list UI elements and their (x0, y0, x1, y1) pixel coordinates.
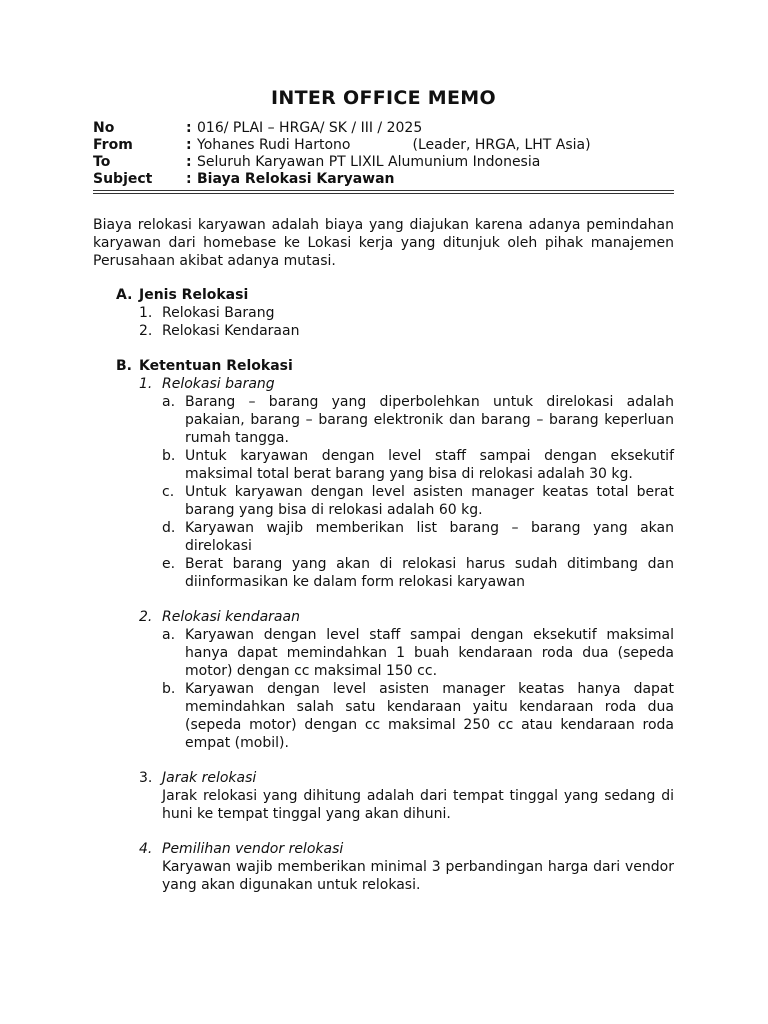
memo-page (93, 86, 674, 894)
list-marker: 2. (139, 323, 153, 339)
list-item (139, 322, 674, 340)
subsection-title-text: Relokasi barang (162, 376, 275, 392)
intro-paragraph: Biaya relokasi karyawan adalah biaya yang diajukan karena adanya pemindahan karyawan dari homebase ke Lokasi kerja yang ditunjuk oleh pihak manajemen Perusahaan akibat adanya mutasi. (93, 217, 674, 269)
subsection-title-text: Pemilihan vendor relokasi (162, 841, 344, 857)
list-item (162, 447, 674, 483)
section-title-text: Ketentuan Relokasi (139, 358, 293, 374)
header-value-from (197, 137, 674, 154)
list-text: Relokasi Kendaraan (162, 323, 300, 339)
header-colon: : (186, 171, 192, 187)
list-marker: 1. (139, 305, 153, 321)
header-value-no: 016/ PLAI – HRGA/ SK / III / 2025 (197, 120, 423, 136)
list-text: Relokasi Barang (162, 305, 275, 321)
header-row-subject (93, 171, 674, 188)
list-item (162, 483, 674, 519)
list-marker: 1. (139, 376, 153, 392)
list-marker: e. (162, 556, 176, 572)
list-item (162, 680, 674, 752)
subsection-body: Jarak relokasi yang dihitung adalah dari tempat tinggal yang sedang di huni ke tempat tinggal yang akan dihuni. (162, 788, 674, 822)
subsection-title-text: Relokasi kendaraan (162, 609, 300, 625)
list-marker: 2. (139, 609, 153, 625)
subsection-title (139, 769, 674, 787)
list-marker: 3. (139, 770, 153, 786)
spacer (116, 823, 674, 840)
list-marker: b. (162, 448, 176, 464)
section-marker: A. (116, 287, 133, 303)
section-b-title (116, 357, 674, 375)
list-text: Barang – barang yang diperbolehkan untuk direlokasi adalah pakaian, barang – barang elektronik dan barang – barang keperluan rumah tangga. (185, 394, 674, 446)
list-item (139, 304, 674, 322)
list-marker: a. (162, 627, 176, 643)
section-title-text: Jenis Relokasi (139, 287, 249, 303)
header-colon: : (186, 120, 192, 136)
header-value-to: Seluruh Karyawan PT LIXIL Alumunium Indonesia (197, 154, 541, 170)
list-marker: c. (162, 484, 175, 500)
list-text: Berat barang yang akan di relokasi harus sudah ditimbang dan diinformasikan ke dalam form relokasi karyawan (185, 556, 674, 590)
header-value-subject: Biaya Relokasi Karyawan (197, 171, 395, 187)
list-item (162, 393, 674, 447)
list-text: Untuk karyawan dengan level asisten manager keatas total berat barang yang bisa di relokasi adalah 60 kg. (185, 484, 674, 518)
list-marker: b. (162, 681, 176, 697)
subsection-title (139, 840, 674, 858)
section-b (116, 357, 674, 894)
list-marker: d. (162, 520, 176, 536)
list-marker: 4. (139, 841, 153, 857)
subsection-title (139, 608, 674, 626)
spacer (116, 752, 674, 769)
header-label-subject: Subject (93, 171, 153, 187)
memo-title: INTER OFFICE MEMO (271, 87, 496, 109)
section-marker: B. (116, 358, 132, 374)
subsection-title (139, 375, 674, 393)
list-text: Untuk karyawan dengan level staff sampai dengan eksekutif maksimal total berat barang yang bisa di relokasi adalah 30 kg. (185, 448, 674, 482)
header-label-no: No (93, 120, 115, 136)
list-text: Karyawan dengan level staff sampai dengan eksekutif maksimal hanya dapat memindahkan 1 buah kendaraan roda dua (sepeda motor) dengan cc maksimal 150 cc. (185, 627, 674, 679)
from-name: Yohanes Rudi Hartono (197, 137, 351, 153)
header-colon: : (186, 137, 192, 153)
header-divider (93, 190, 674, 194)
section-a-title (116, 286, 674, 304)
list-text: Karyawan wajib memberikan list barang – barang yang akan direlokasi (185, 520, 674, 554)
list-marker: a. (162, 394, 176, 410)
list-item (162, 626, 674, 680)
from-note: (Leader, HRGA, LHT Asia) (412, 137, 591, 153)
list-item (162, 555, 674, 591)
header-row-from (93, 137, 674, 154)
header-row-no (93, 120, 674, 137)
header-colon: : (186, 154, 192, 170)
spacer (116, 591, 674, 608)
subsection-body: Karyawan wajib memberikan minimal 3 perbandingan harga dari vendor yang akan digunakan untuk relokasi. (162, 859, 674, 893)
header-label-from: From (93, 137, 133, 153)
list-text: Karyawan dengan level asisten manager keatas hanya dapat memindahkan salah satu kendaraan yaitu kendaraan roda dua (sepeda motor) dengan cc maksimal 250 cc atau kendaraan roda empat (mobil). (185, 681, 674, 751)
header-label-to: To (93, 154, 111, 170)
list-item (162, 519, 674, 555)
subsection-title-text: Jarak relokasi (162, 770, 257, 786)
section-a (116, 286, 674, 340)
memo-header (93, 120, 674, 194)
header-row-to (93, 154, 674, 171)
